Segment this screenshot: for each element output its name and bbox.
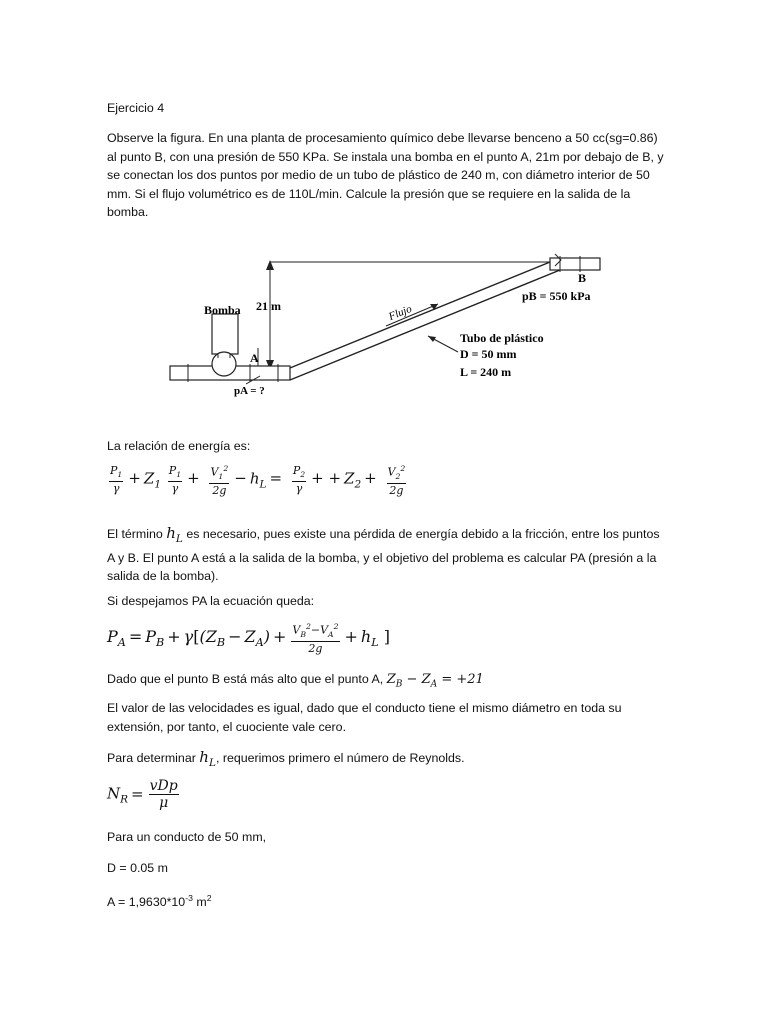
reynolds-prefix: Para determinar	[107, 751, 196, 765]
exercise-title: Ejercicio 4	[107, 101, 165, 115]
reynolds-suffix: , requerimos primero el número de Reynolds.	[215, 751, 465, 765]
solve-line: Si despejamos PA la ecuación queda:	[107, 594, 315, 608]
area-unit-exponent: 2	[206, 893, 212, 903]
point-b-label: B	[578, 271, 587, 285]
friction-rest: es necesario, pues existe una pérdida de energía debido a la fricción, entre los puntos A y B. El punto A está a la salida de la bomba, y el objetivo del problema es calcular PA (presión a la salida de la bomba).	[107, 527, 660, 584]
length-label: L = 240 m	[460, 365, 512, 379]
pressure-b-label: pB = 550 kPa	[522, 289, 591, 303]
tube-label: Tubo de plástico	[460, 331, 544, 345]
height-prefix: Dado que el punto B está más alto que el punto A,	[107, 672, 384, 686]
height-value: = +21	[441, 672, 484, 687]
problem-statement: Observe la figura. En una planta de procesamiento químico debe llevarse benceno a 50 cc(sg=0.86) al punto B, con una presión de 550 KPa. Se instala una bomba en el punto A, 21m por debajo de B, y se conectan los dos puntos por medio de un tubo de plástico de 240 m, con diámetro interior de 50 mm. Si el flujo volumétrico es de 110L/min. Calcule la presión que se requiere en la salida de la bomba.	[107, 131, 664, 220]
conduit-line: Para un conducto de 50 mm,	[107, 830, 267, 844]
pa-equation: $P_A = P_B + \gamma[(Z_B - Z_A)$ + $\frac{V_B^2-V_A^2}{2g}$ + $h_L$ ]	[107, 622, 390, 655]
friction-paragraph: El término $h_L$ es necesario, pues existe una pérdida de energía debido a la fricción, entre los puntos A y B. El punto A está a la salida de la bomba, y el objetivo del problema es calcular PA (presión a la salida de la bomba).	[107, 524, 660, 584]
energy-equation: $\frac{P_1}{\gamma}$ + $Z_1$ $\frac{P_1}{\gamma}$ + $\frac{V_1^2}{2g}$ − $h_L$ = $\frac{P_2}{\gamma}$ + + $Z_2$ + $\frac{V_2^2}{2g}$	[110, 463, 406, 497]
area-unit: m	[192, 895, 207, 910]
pump-body	[212, 352, 236, 376]
height-line: Dado que el punto B está más alto que el punto A, $Z_B - Z_A = +21$	[107, 672, 484, 690]
friction-prefix: El término	[107, 527, 163, 541]
velocities-paragraph: El valor de las velocidades es igual, dado que el conducto tiene el mismo diámetro en toda su extensión, por tanto, el cuociente vale cero.	[107, 701, 622, 734]
area-exponent: -3	[185, 893, 193, 903]
pipe-diagram	[160, 248, 620, 408]
pump-label: Bomba	[204, 303, 241, 317]
energy-heading: La relación de energía es:	[107, 439, 251, 453]
area-line	[107, 889, 667, 912]
height-label: 21 m	[256, 299, 281, 313]
diameter-label: D = 50 mm	[460, 347, 517, 361]
reynolds-equation: $N_R$ = $\frac{\text{vDp}}{\mu}$	[107, 778, 178, 811]
reynolds-line: Para determinar $h_L$, requerimos primero el número de Reynolds.	[107, 748, 465, 769]
pressure-a-label: pA = ?	[234, 385, 265, 397]
flow-label: Flujo	[387, 302, 414, 323]
diameter-line: D = 0.05 m	[107, 861, 168, 875]
pump-motor	[212, 314, 238, 354]
area-base: A = 1,9630*10	[107, 895, 186, 910]
point-a-label: A	[250, 351, 259, 365]
